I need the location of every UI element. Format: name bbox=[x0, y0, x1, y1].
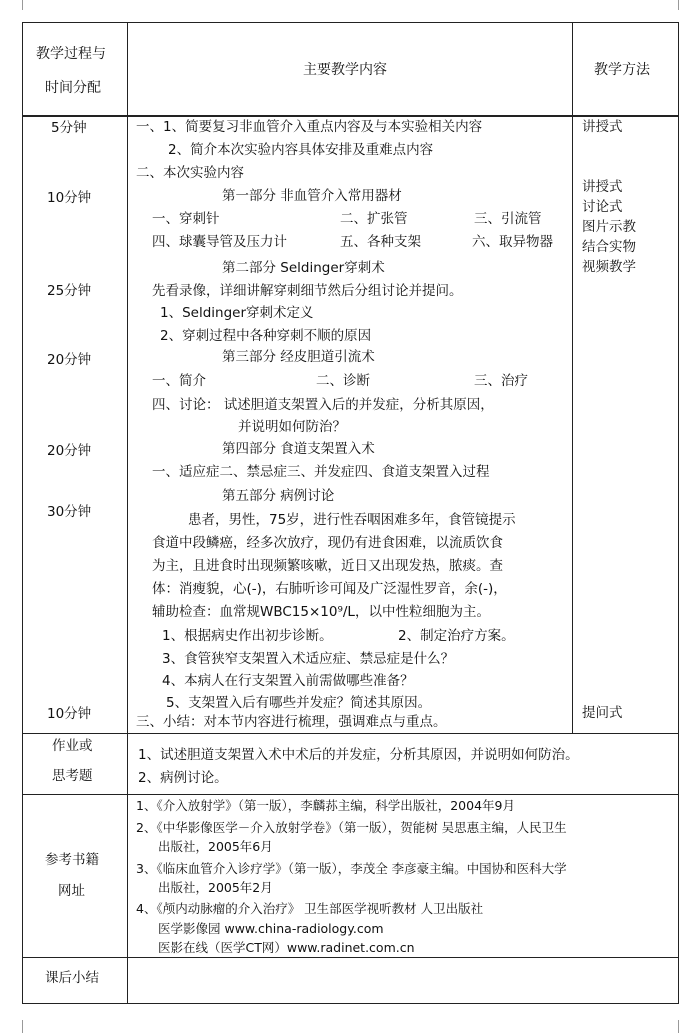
reference-item-cont: 出版社，2005年2月 bbox=[158, 880, 273, 895]
part-2-line: 2、穿刺过程中各种穿刺不顺的原因 bbox=[160, 328, 372, 344]
part-3-item: 二、诊断 bbox=[316, 373, 370, 389]
header-main-content: 主要教学内容 bbox=[303, 62, 387, 78]
part-1-item: 三、引流管 bbox=[474, 211, 542, 227]
reference-item-cont: 出版社，2005年6月 bbox=[158, 839, 273, 854]
case-text: 为主，且进食时出现频繁咳嗽，近日又出现发热，脓痰。查 bbox=[152, 558, 503, 574]
reference-item: 1、《介入放射学》（第一版），李麟荪主编，科学出版社，2004年9月 bbox=[136, 798, 515, 813]
after-class-summary-label: 课后小结 bbox=[45, 970, 99, 986]
part-3-discussion: 四、讨论： 试述胆道支架置入后的并发症，分析其原因， bbox=[152, 397, 494, 413]
method-video: 视频教学 bbox=[582, 259, 636, 275]
part-4-line: 一、适应症二、禁忌症三、并发症四、食道支架置入过程 bbox=[152, 464, 490, 480]
header-time-allocation: 时间分配 bbox=[45, 80, 101, 96]
part-4-title: 第四部分 食道支架置入术 bbox=[222, 441, 375, 457]
reference-item: 3、《临床血管介入诊疗学》（第一版），李茂全 李彦豪主编。中国协和医科大学 bbox=[136, 861, 567, 876]
method-real-objects: 结合实物 bbox=[582, 239, 636, 255]
case-text: 辅助检查：血常规WBC15×10⁹/L，以中性粒细胞为主。 bbox=[152, 604, 490, 620]
part-3-title: 第三部分 经皮胆道引流术 bbox=[222, 349, 375, 365]
crop-mark-top-right bbox=[678, 0, 679, 10]
method-discussion: 讨论式 bbox=[582, 199, 623, 215]
part-3-discussion-cont: 并说明如何防治？ bbox=[238, 419, 346, 435]
reference-item: 4、《颅内动脉瘤的介入治疗》 卫生部医学视听教材 人卫出版社 bbox=[136, 901, 484, 916]
part-2-title: 第二部分 Seldinger穿刺术 bbox=[222, 260, 385, 276]
case-question: 3、食管狭窄支架置入术适应症、禁忌症是什么？ bbox=[162, 651, 455, 667]
time-slot: 5分钟 bbox=[51, 120, 87, 136]
part-5-title: 第五部分 病例讨论 bbox=[222, 488, 335, 504]
part-1-title: 第一部分 非血管介入常用器材 bbox=[222, 188, 402, 204]
part-1-item: 四、球囊导管及压力计 bbox=[152, 234, 287, 250]
method-lecture: 讲授式 bbox=[582, 119, 623, 135]
part-3-item: 一、简介 bbox=[152, 373, 206, 389]
time-slot: 20分钟 bbox=[47, 443, 92, 459]
homework-item: 2、病例讨论。 bbox=[138, 770, 228, 786]
time-slot: 20分钟 bbox=[47, 352, 92, 368]
references-label: 参考书籍 bbox=[45, 852, 99, 868]
crop-mark-bottom-left bbox=[22, 1020, 23, 1033]
header-process-time: 教学过程与 bbox=[36, 46, 106, 62]
time-slot: 30分钟 bbox=[47, 504, 92, 520]
case-question: 1、根据病史作出初步诊断。 bbox=[162, 628, 333, 644]
time-slot: 10分钟 bbox=[47, 190, 92, 206]
intro-line-2: 2、简介本次实验内容具体安排及重难点内容 bbox=[168, 142, 434, 158]
case-text: 患者，男性，75岁，进行性吞咽困难多年，食管镜提示 bbox=[188, 512, 516, 528]
header-teaching-method: 教学方法 bbox=[594, 62, 650, 78]
homework-item: 1、试述胆道支架置入术中术后的并发症，分析其原因，并说明如何防治。 bbox=[138, 747, 579, 763]
case-question: 4、本病人在行支架置入前需做哪些准备？ bbox=[162, 673, 414, 689]
case-question: 2、制定治疗方案。 bbox=[398, 628, 515, 644]
part-3-item: 三、治疗 bbox=[474, 373, 528, 389]
time-slot: 25分钟 bbox=[47, 283, 92, 299]
case-question: 5、支架置入后有哪些并发症？简述其原因。 bbox=[166, 695, 432, 711]
reference-item: 2、《中华影像医学－介入放射学卷》（第一版），贺能树 吴思惠主编，人民卫生 bbox=[136, 820, 567, 835]
crop-mark-top-left bbox=[22, 0, 23, 10]
part-1-item: 五、各种支架 bbox=[340, 234, 421, 250]
crop-mark-bottom-right bbox=[678, 1020, 679, 1033]
reference-website: 医影在线（医学CT网）www.radinet.com.cn bbox=[158, 940, 415, 955]
intro-line-3: 二、本次实验内容 bbox=[136, 165, 244, 181]
reference-website: 医学影像园 www.china-radiology.com bbox=[158, 921, 384, 936]
part-1-item: 一、穿刺针 bbox=[152, 211, 220, 227]
case-text: 食道中段鳞癌，经多次放疗，现仍有进食困难，以流质饮食 bbox=[152, 535, 503, 551]
homework-label-2: 思考题 bbox=[52, 768, 93, 784]
method-picture-demo: 图片示教 bbox=[582, 219, 636, 235]
method-questioning: 提问式 bbox=[582, 705, 623, 721]
case-text: 体：消瘦貌，心(-)，右肺听诊可闻及广泛湿性罗音，余(-)， bbox=[152, 581, 507, 597]
part-2-line: 1、Seldinger穿刺术定义 bbox=[160, 305, 314, 321]
summary-line: 三、小结：对本节内容进行梳理，强调难点与重点。 bbox=[136, 714, 447, 730]
part-2-line: 先看录像，详细讲解穿刺细节然后分组讨论并提问。 bbox=[152, 283, 463, 299]
time-slot: 10分钟 bbox=[47, 706, 92, 722]
part-1-item: 二、扩张管 bbox=[340, 211, 408, 227]
part-1-item: 六、取异物器 bbox=[472, 234, 553, 250]
references-label-2: 网址 bbox=[58, 883, 85, 899]
intro-line-1: 一、1、简要复习非血管介入重点内容及与本实验相关内容 bbox=[136, 119, 483, 135]
homework-label: 作业或 bbox=[52, 738, 93, 754]
method-lecture-2: 讲授式 bbox=[582, 179, 623, 195]
